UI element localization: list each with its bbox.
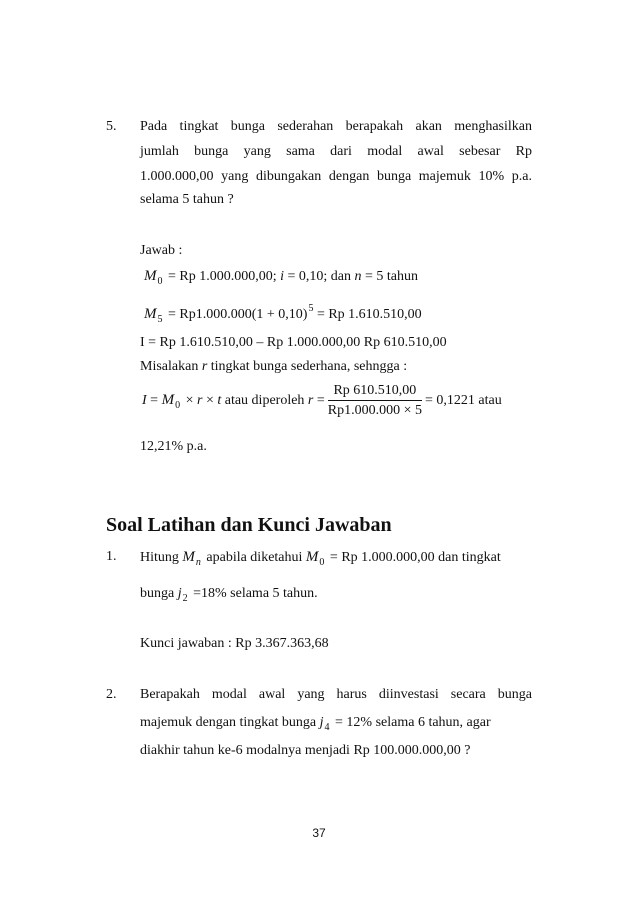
math-var: j <box>177 586 182 601</box>
page-number: 37 <box>312 826 326 840</box>
math-var: M <box>144 268 157 284</box>
assume-line <box>140 358 407 376</box>
math-sub: 2 <box>182 593 188 604</box>
math-var: n <box>354 269 362 284</box>
problem-text-line: selama 5 tahun ? <box>140 192 234 207</box>
math-text: = Rp 1.610.510,00 <box>313 307 422 322</box>
math-text: apabila diketahui <box>202 550 306 565</box>
math-var: r <box>196 393 203 408</box>
math-text: × <box>182 393 197 408</box>
math-text: Misalakan <box>140 359 202 374</box>
math-text: tingkat bunga sederhana, sehngga : <box>207 359 408 374</box>
math-text: = <box>313 393 325 408</box>
given-values <box>144 267 418 287</box>
formula-line <box>142 383 502 419</box>
math-sub: 5 <box>157 314 163 325</box>
math-text: =18% selama 5 tahun. <box>189 586 318 601</box>
math-var: I <box>142 393 147 408</box>
fraction <box>328 383 422 419</box>
math-sub: 4 <box>324 722 330 733</box>
math-var: r <box>307 393 314 408</box>
math-text: = <box>146 393 162 408</box>
exercise-text-line <box>140 585 318 604</box>
math-text: = Rp 1.000.000,00 dan tingkat <box>326 550 501 565</box>
math-text: = Rp1.000.000(1 + 0,10) <box>164 307 308 322</box>
problem-text-line: 1.000.000,00 yang dibungakan dengan bunga majemuk 10% p.a. <box>140 169 532 184</box>
math-var: M <box>161 392 175 408</box>
math-text: × <box>202 393 218 408</box>
math-text: majemuk dengan tingkat bunga <box>140 715 320 730</box>
problem-text-line: Pada tingkat bunga sederahan berapakah akan menghasilkan <box>140 119 532 134</box>
math-var: r <box>201 359 208 374</box>
exercise-number: 1. <box>106 549 117 564</box>
exercise-number: 2. <box>106 687 117 702</box>
compound-calc <box>144 305 422 325</box>
math-sub: n <box>195 557 201 568</box>
final-answer: 12,21% p.a. <box>140 439 207 454</box>
answer-label: Jawab : <box>140 243 183 258</box>
math-var: M <box>305 549 319 565</box>
fraction-denominator: Rp1.000.000 × 5 <box>327 403 423 418</box>
math-text: bunga <box>140 586 178 601</box>
exercise-text-line <box>140 714 491 733</box>
exercise-text-line <box>140 548 501 568</box>
problem-number: 5. <box>106 119 117 134</box>
math-sup: 5 <box>308 303 314 314</box>
math-sub: 0 <box>175 400 181 411</box>
math-var: t <box>217 393 222 408</box>
math-var: M <box>182 549 195 565</box>
interest-line: I = Rp 1.610.510,00 – Rp 1.000.000,00 Rp 610.510,00 <box>140 335 447 350</box>
math-text: = 12% selama 6 tahun, agar <box>331 715 491 730</box>
math-var: j <box>319 715 324 730</box>
answer-key: Kunci jawaban : Rp 3.367.363,68 <box>140 636 329 651</box>
math-sub: 0 <box>319 557 325 568</box>
exercise-text-line: diakhir tahun ke-6 modalnya menjadi Rp 100.000.000,00 ? <box>140 743 471 758</box>
problem-text-line: jumlah bunga yang sama dari modal awal sebesar Rp <box>140 144 532 159</box>
math-var: M <box>144 306 157 322</box>
math-text: = Rp 1.000.000,00; <box>164 269 281 284</box>
math-text: atau diperoleh <box>221 393 308 408</box>
exercise-text-line: Berapakah modal awal yang harus diinvestasi secara bunga <box>140 687 532 702</box>
fraction-numerator: Rp 610.510,00 <box>328 383 422 401</box>
section-title: Soal Latihan dan Kunci Jawaban <box>106 514 392 536</box>
math-var: i <box>280 269 285 284</box>
math-text: = 0,10; dan <box>284 269 355 284</box>
math-text: = 0,1221 atau <box>425 393 502 408</box>
math-text: Hitung <box>140 550 183 565</box>
math-text: = 5 tahun <box>361 269 419 284</box>
math-sub: 0 <box>157 276 163 287</box>
